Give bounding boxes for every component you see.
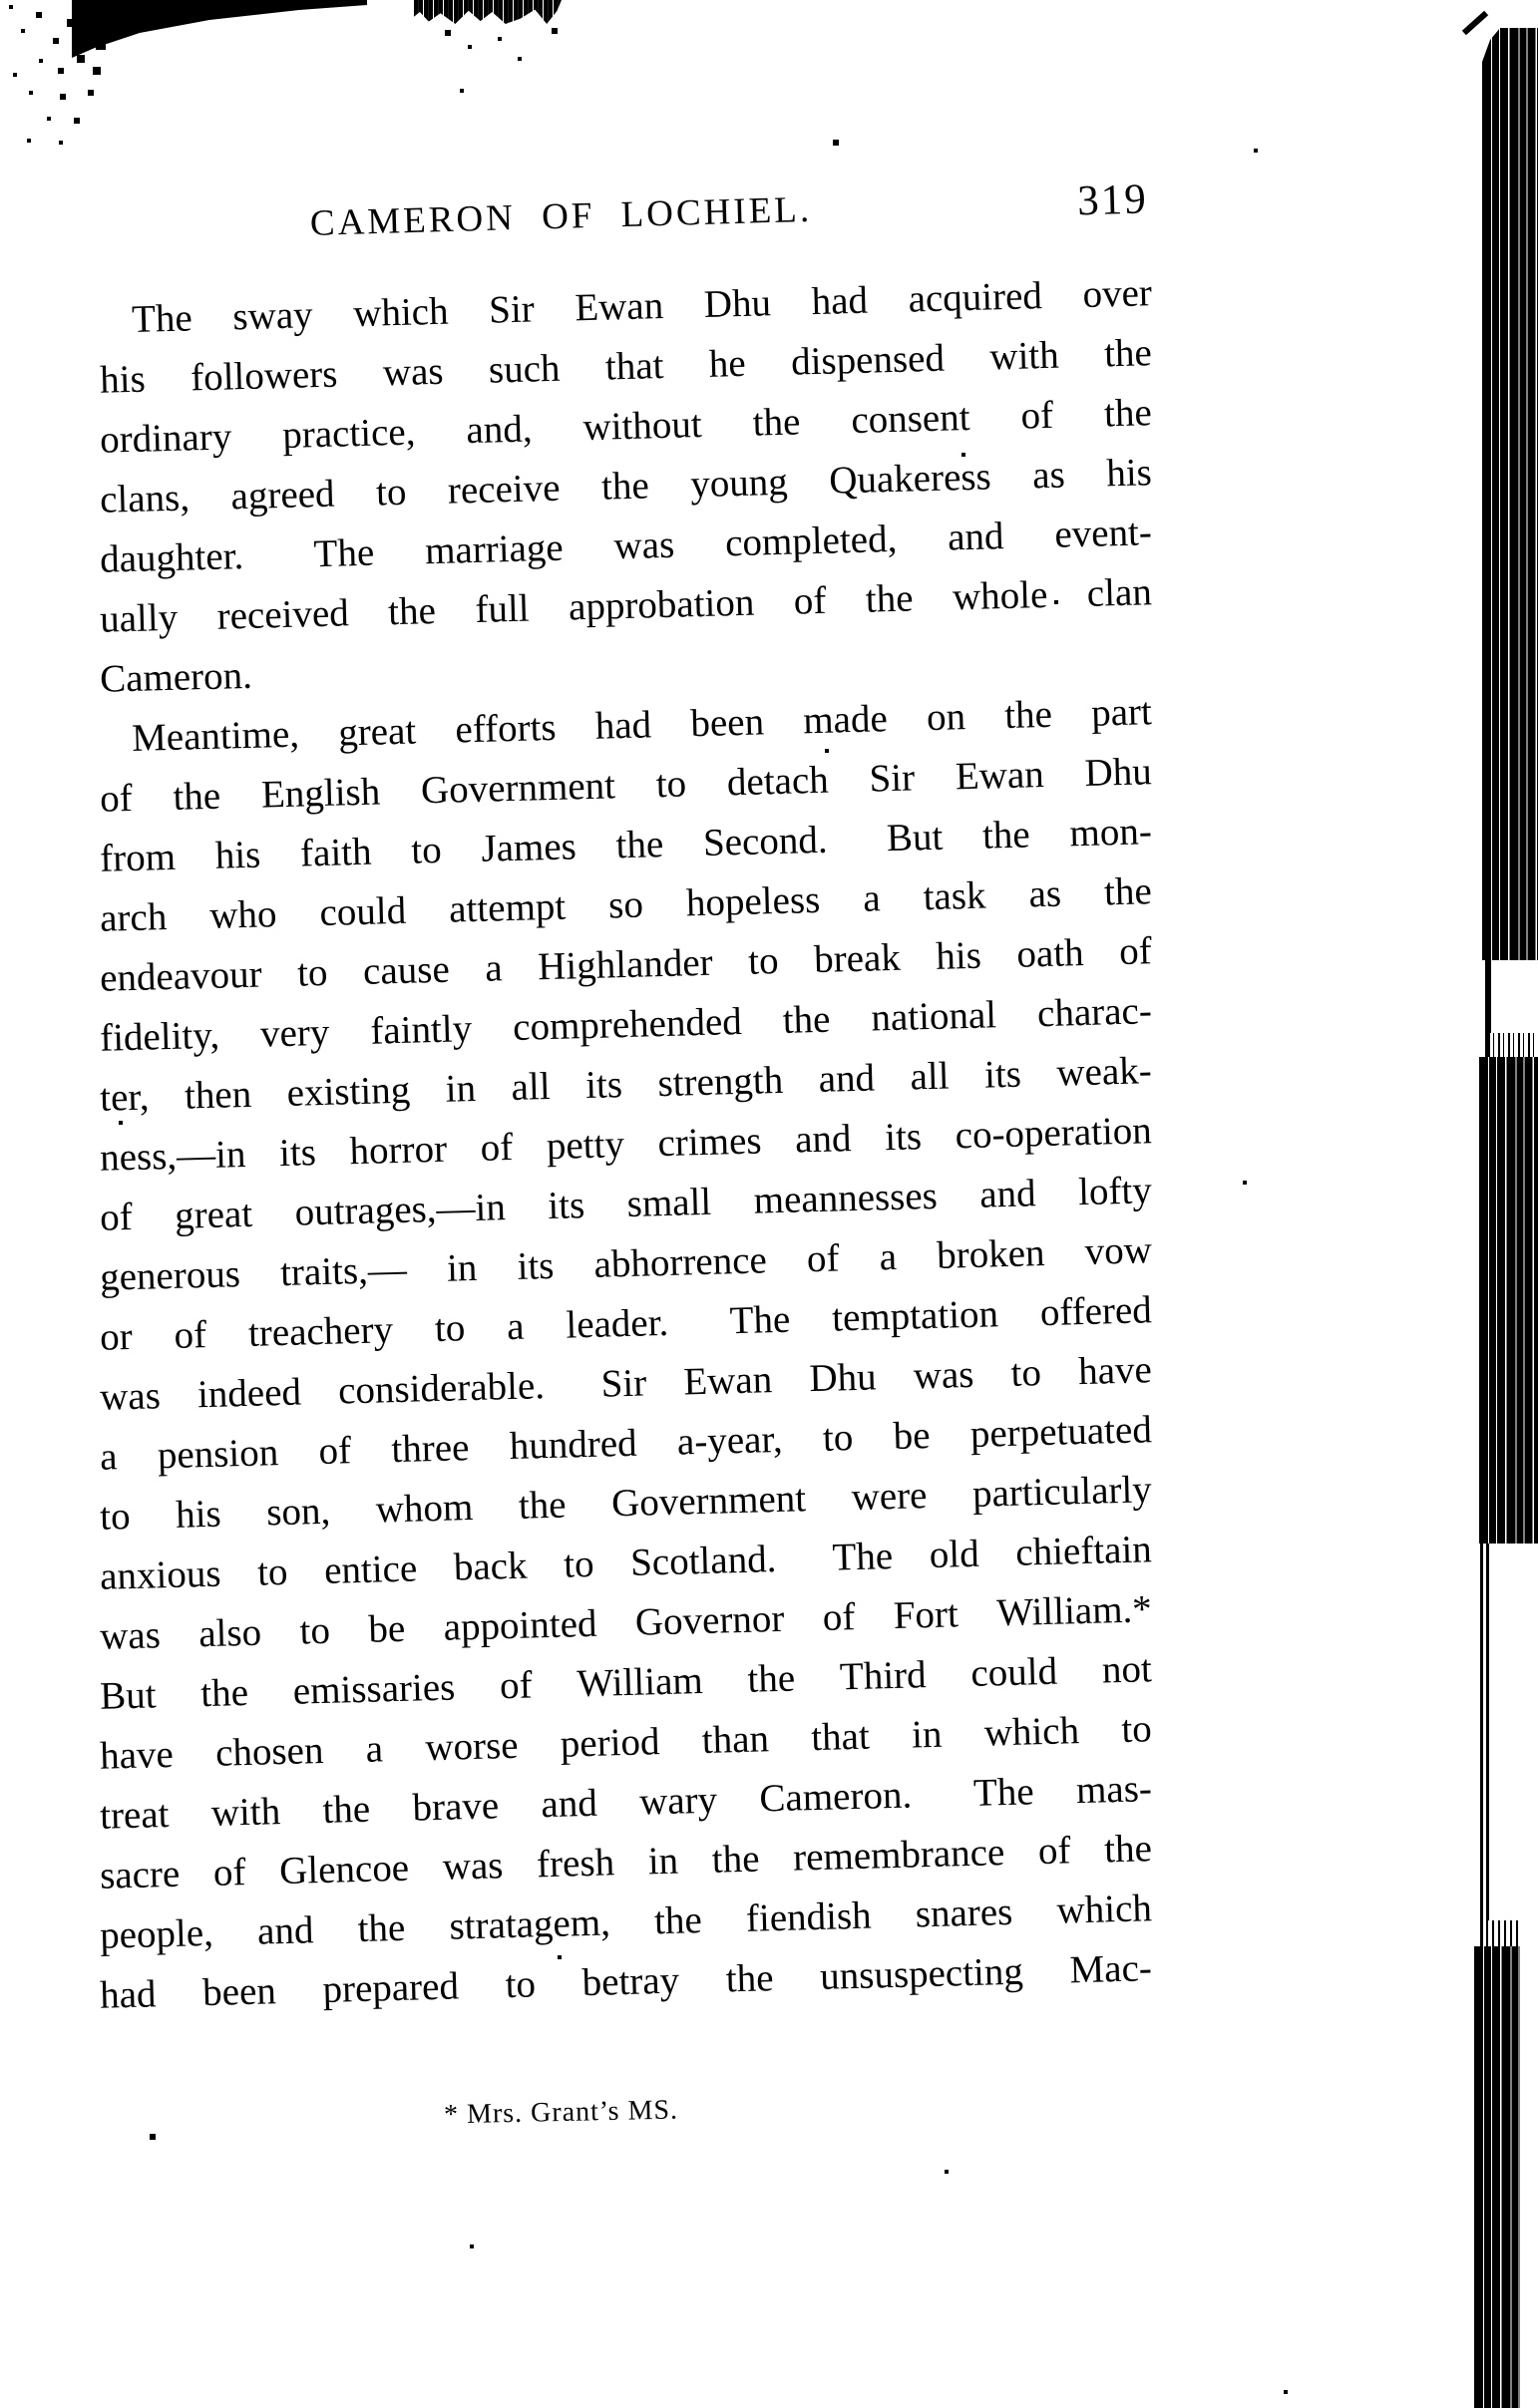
- scan-artifact-binding-strip-middle: [1479, 1057, 1538, 1544]
- scan-artifact-binding-strip-top: [1482, 28, 1538, 960]
- scan-artifact-binding-strip-bottom: [1474, 1946, 1520, 2408]
- body-text: [99, 271, 1153, 2017]
- scan-artifact-top-center-smudge: [414, 0, 562, 24]
- text-line: from his faith to James the Second. But the mon-: [99, 810, 1153, 880]
- text-line: people, and the stratagem, the fiendish snares which: [99, 1887, 1153, 1957]
- text-line: ordinary practice, and, without the consent of the: [99, 391, 1153, 462]
- text-line: to his son, whom the Government were particularly: [99, 1468, 1153, 1539]
- running-title: CAMERON OF LOCHIEL.: [309, 188, 813, 244]
- text-line: anxious to entice back to Scotland. The old chieftain: [99, 1528, 1153, 1598]
- text-line: had been prepared to betray the unsuspecting Mac-: [99, 1946, 1153, 2017]
- text-line: arch who could attempt so hopeless a task as the: [99, 869, 1153, 940]
- text-line: Cameron.: [99, 653, 253, 701]
- text-line: Meantime, great efforts had been made on the part: [131, 690, 1153, 760]
- text-line: generous traits,— in its abhorrence of a broken vow: [99, 1228, 1153, 1299]
- text-line: The sway which Sir Ewan Dhu had acquired over: [131, 271, 1153, 341]
- scan-artifact-specks: [0, 0, 2, 2]
- text-line: a pension of three hundred a-year, to be perpetuated: [99, 1408, 1153, 1479]
- page-number: 319: [1076, 175, 1149, 225]
- page-header: [99, 174, 1152, 255]
- text-line: ness,—in its horror of petty crimes and its co-operation: [99, 1109, 1153, 1180]
- text-line: daughter. The marriage was completed, and event-: [99, 511, 1153, 581]
- text-line: fidelity, very faintly comprehended the national charac-: [99, 989, 1153, 1060]
- text-line: was also to be appointed Governor of Fort William.*: [99, 1587, 1153, 1658]
- text-line: treat with the brave and wary Cameron. The mas-: [99, 1767, 1153, 1838]
- text-column: [99, 175, 1153, 2131]
- footnote: * Mrs. Grant’s MS.: [443, 2094, 679, 2131]
- text-line: sacre of Glencoe was fresh in the remembrance of the: [99, 1827, 1153, 1897]
- text-line: But the emissaries of William the Third could not: [99, 1647, 1153, 1718]
- text-line: his followers was such that he dispensed with the: [99, 331, 1153, 402]
- scan-artifact-top-left-wedge: [0, 0, 379, 60]
- text-line: was indeed considerable. Sir Ewan Dhu was to have: [99, 1348, 1153, 1419]
- text-line: endeavour to cause a Highlander to break his oath of: [99, 929, 1153, 1000]
- text-line: ter, then existing in all its strength and all its weak-: [99, 1049, 1153, 1120]
- text-line: or of treachery to a leader. The temptation offered: [99, 1288, 1153, 1359]
- scan-artifact-binding-line-lower: [1480, 1544, 1492, 1946]
- scan-artifact-binding-hook: [1462, 11, 1488, 36]
- text-line: clans, agreed to receive the young Quakeress as his: [99, 451, 1153, 521]
- text-line: have chosen a worse period than that in which to: [99, 1707, 1153, 1778]
- text-line: of great outrages,—in its small meannesses and lofty: [99, 1169, 1153, 1239]
- text-line: of the English Government to detach Sir Ewan Dhu: [99, 750, 1153, 821]
- text-line: ually received the full approbation of the whole clan: [99, 570, 1153, 641]
